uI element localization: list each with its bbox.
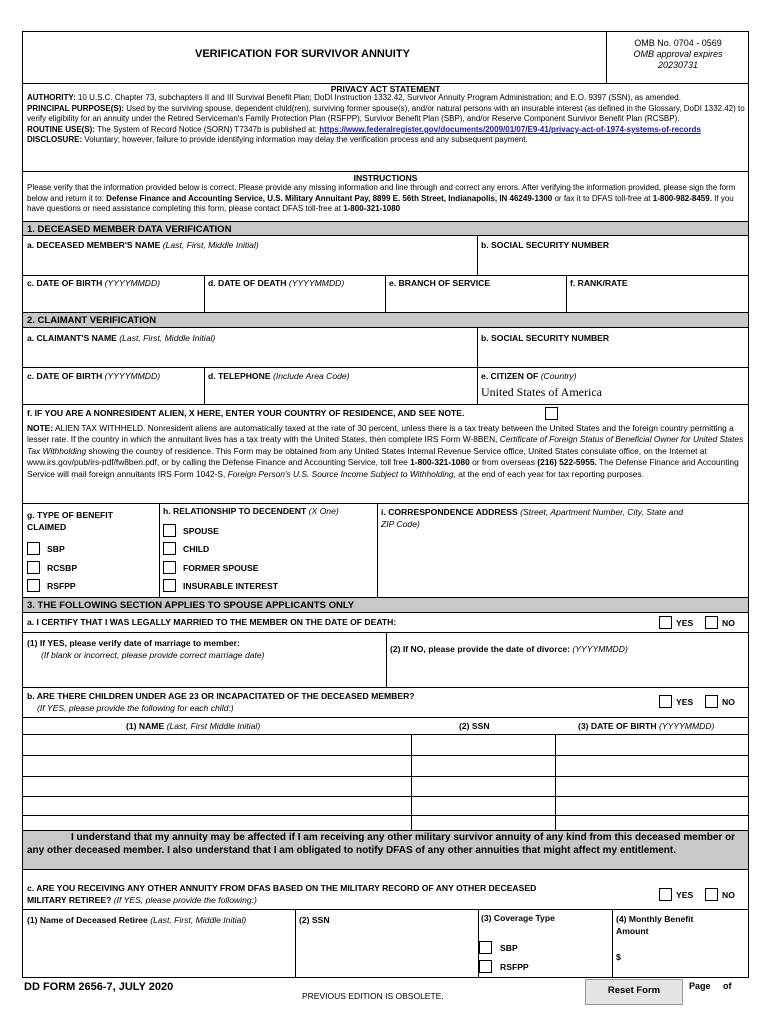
child-1-dob-input[interactable] — [559, 736, 745, 754]
form-frame — [22, 31, 749, 978]
benefit-type-label: g. TYPE OF BENEFIT CLAIMED — [27, 510, 113, 532]
tax-note: NOTE: ALIEN TAX WITHHELD. Nonresident aliens are automatically taxed at the rate of 30 percent, unless there is a tax treaty between the United States and the foreign country permitting a lesser rate. If the country in which the annuitant lives has a tax treaty with the United States, then complete IRS Form W-8BEN, Certificate of Foreign Status of Beneficial Owner for United States Tax Withholding showing the country of residence. This Form may be obtained from any United States Internal Revenue Service office, United States consulate office, on the Internet at www.irs.gov/pub/irs-pdf/fw8ben.pdf, or by calling the Defense Finance and Accounting Service, toll free 1-800-321-1080 or from overseas (216) 522-5955. The Defense Finance and Accounting Service will mail foreign annuitants IRS Form 1042-S, Foreign Person's U.S. Source Income Subject to Withholding, at the end of each year for tax reporting purposes. — [27, 423, 744, 479]
rank-label: f. RANK/RATE — [570, 278, 628, 288]
sbp-checkbox[interactable] — [27, 542, 40, 555]
purpose-label: PRINCIPAL PURPOSE(S): — [27, 103, 125, 113]
instructions-text: Please verify that the information provided below is correct. Please provide any missing information and line through and correct any errors. After verifying the information provided, please sign the form below and return it to: Defense Finance and Accounting Service, U.S. Military Annuitant Pay, 8899 E. 56th Street, Indianapolis, IN 46249-1300 or fax it to DFAS toll-free at 1-800-982-8459. If you have questions or need assistance completing this form, please contact DFAS toll-free at 1-800-321-1080 — [27, 183, 736, 214]
retiree-ssn-input[interactable] — [299, 929, 475, 974]
coverage-type-label: (3) Coverage Type — [481, 913, 555, 923]
privacy-heading: PRIVACY ACT STATEMENT — [330, 84, 441, 94]
child-4-ssn-input[interactable] — [415, 797, 551, 814]
rank-input[interactable] — [570, 290, 745, 310]
privacy-statement — [27, 93, 745, 146]
child-1-ssn-input[interactable] — [415, 736, 551, 754]
address-input[interactable] — [381, 532, 745, 594]
deceased-ssn-input[interactable] — [481, 252, 745, 272]
sorn-link[interactable]: https://www.federalregister.gov/documents/2009/01/07/E9-41/privacy-act-of-1974-systems-of-records — [319, 124, 701, 134]
deceased-dob-input[interactable] — [27, 290, 201, 310]
children-no-label: NO — [722, 697, 735, 707]
child-2-ssn-input[interactable] — [415, 757, 551, 775]
relationship-label: h. RELATIONSHIP TO DECENDENT (X One) — [163, 506, 339, 516]
spouse-label: SPOUSE — [183, 526, 219, 536]
address-label: i. CORRESPONDENCE ADDRESS (Street, Apartment Number, City, State and ZIP Code) — [381, 507, 683, 529]
form-title: VERIFICATION FOR SURVIVOR ANNUITY — [195, 48, 410, 60]
citizen-of-label: e. CITIZEN OF (Country) — [481, 371, 577, 381]
other-annuity-yes-label: YES — [676, 890, 694, 900]
child-3-name-input[interactable] — [27, 778, 407, 795]
child-2-dob-input[interactable] — [559, 757, 745, 775]
page-label: Page of — [689, 981, 732, 991]
telephone-label: d. TELEPHONE (Include Area Code) — [208, 371, 350, 381]
dfas-address: Defense Finance and Accounting Service, U.S. Military Annuitant Pay, 8899 E. 56th Street, Indianapolis, IN 46249-1300 — [106, 193, 553, 203]
former-spouse-label: FORMER SPOUSE — [183, 563, 259, 573]
insurable-interest-checkbox[interactable] — [163, 579, 176, 592]
date-of-death-input[interactable] — [208, 290, 382, 310]
claimant-ssn-label: b. SOCIAL SECURITY NUMBER — [481, 333, 610, 343]
rsfpp-label: RSFPP — [47, 581, 76, 591]
claimant-dob-label: c. DATE OF BIRTH (YYYYMMDD) — [27, 371, 161, 381]
dfas-fax: 1-800-982-8459. — [652, 193, 712, 203]
child-checkbox[interactable] — [163, 542, 176, 555]
branch-input[interactable] — [389, 290, 563, 310]
child-3-dob-input[interactable] — [559, 778, 745, 795]
deceased-dob-label: c. DATE OF BIRTH (YYYYMMDD) — [27, 278, 161, 288]
rsfpp-checkbox[interactable] — [27, 579, 40, 592]
married-yes-label: YES — [676, 618, 694, 628]
sbp-label: SBP — [47, 544, 65, 554]
other-annuity-no-label: NO — [722, 890, 735, 900]
married-no-checkbox[interactable] — [705, 616, 718, 629]
claimant-name-input[interactable] — [27, 345, 473, 365]
married-certify-label: a. I CERTIFY THAT I WAS LEGALLY MARRIED TO THE MEMBER ON THE DATE OF DEATH: — [27, 617, 397, 627]
marriage-date-label: (1) If YES, please verify date of marriage to member: — [27, 638, 240, 648]
child-ssn-header: (2) SSN — [459, 721, 490, 731]
disclosure-text: Voluntary; however, failure to provide identifying information may delay the verification process and any subsequent payment. — [84, 135, 528, 145]
coverage-rsfpp-label: RSFPP — [500, 962, 529, 972]
deceased-ssn-label: b. SOCIAL SECURITY NUMBER — [481, 240, 610, 250]
section3-heading: 3. THE FOLLOWING SECTION APPLIES TO SPOUSE APPLICANTS ONLY — [23, 597, 748, 613]
authority-label: AUTHORITY: — [27, 93, 76, 102]
other-annuity-yes-checkbox[interactable] — [659, 888, 672, 901]
omb-block — [607, 38, 749, 71]
disclosure-label: DISCLOSURE: — [27, 135, 83, 145]
coverage-sbp-checkbox[interactable] — [479, 941, 492, 954]
branch-label: e. BRANCH OF SERVICE — [389, 278, 491, 288]
divorce-date-label: (2) If NO, please provide the date of divorce: (YYYYMMDD) — [390, 644, 628, 654]
omb-number: OMB No. 0704 - 0569 — [634, 38, 722, 48]
children-no-checkbox[interactable] — [705, 695, 718, 708]
annuity-statement: I understand that my annuity may be affected if I am receiving any other military survivor annuity of any kind from this deceased member or any other deceased member. I also understand that I am obligated to notify DFAS of any other annuities that might affect my entitlement. — [27, 832, 736, 856]
routine-use-text: The System of Record Notice (SORN) T7347b is published at: — [97, 124, 318, 134]
deceased-name-input[interactable] — [27, 252, 473, 272]
section1-heading: 1. DECEASED MEMBER DATA VERIFICATION — [23, 221, 748, 236]
instructions-heading: INSTRUCTIONS — [353, 173, 418, 183]
retiree-ssn-label: (2) SSN — [299, 915, 330, 925]
previous-edition-notice: PREVIOUS EDITION IS OBSOLETE. — [302, 991, 444, 1001]
form-number: DD FORM 2656-7, JULY 2020 — [24, 981, 174, 993]
children-yes-label: YES — [676, 697, 694, 707]
coverage-rsfpp-checkbox[interactable] — [479, 960, 492, 973]
annuity-statement-box — [23, 830, 748, 870]
claimant-dob-input[interactable] — [27, 383, 201, 403]
retiree-name-input[interactable] — [27, 929, 291, 974]
section2-heading: 2. CLAIMANT VERIFICATION — [23, 312, 748, 328]
married-yes-checkbox[interactable] — [659, 616, 672, 629]
former-spouse-checkbox[interactable] — [163, 561, 176, 574]
claimant-ssn-input[interactable] — [481, 345, 745, 365]
retiree-name-label: (1) Name of Deceased Retiree (Last, First, Middle Initial) — [27, 915, 247, 925]
children-question-hint: (If YES, please provide the following for each child:) — [37, 703, 234, 713]
spouse-checkbox[interactable] — [163, 524, 176, 537]
child-4-dob-input[interactable] — [559, 797, 745, 814]
children-yes-checkbox[interactable] — [659, 695, 672, 708]
purpose-text: Used by the surviving spouse, dependent child(ren), surviving former spouse(s), and/or natural persons with an insurable interest (as defined in the Glossary, DoDI 1332.42) to verify eligibility for an annuity under the Retired Serviceman's Family Protection Plan (RSFPP), Survivor Benefit Plan (SBP), and/or Reserve Component Survivor Benefit Plan (RCSBP). — [27, 103, 745, 124]
nonresident-alien-label: f. IF YOU ARE A NONRESIDENT ALIEN, X HERE, ENTER YOUR COUNTRY OF RESIDENCE, AND SEE NOTE. — [27, 408, 465, 418]
omb-expiry-date: 20230731 — [657, 60, 699, 70]
rcsbp-checkbox[interactable] — [27, 561, 40, 574]
child-label: CHILD — [183, 544, 210, 554]
child-3-ssn-input[interactable] — [415, 778, 551, 795]
routine-use-label: ROUTINE USE(S): — [27, 124, 95, 134]
deceased-name-label: a. DECEASED MEMBER'S NAME (Last, First, Middle Initial) — [27, 240, 259, 250]
date-of-death-label: d. DATE OF DEATH (YYYYMMDD) — [208, 278, 345, 288]
other-annuity-no-checkbox[interactable] — [705, 888, 718, 901]
married-no-label: NO — [722, 618, 735, 628]
marriage-date-hint: (If blank or incorrect, please provide correct marriage date) — [41, 650, 265, 660]
authority-text: 10 U.S.C. Chapter 73, subchapters II and III Survival Benefit Plan; DoDI Instruction 1332.42, Survivor Annuity Program Administration; and E.O. 9397 (SSN), as amended. — [77, 93, 681, 102]
claimant-name-label: a. CLAIMANT'S NAME (Last, First, Middle Initial) — [27, 333, 216, 343]
child-4-name-input[interactable] — [27, 797, 407, 814]
monthly-benefit-input[interactable] — [626, 946, 745, 966]
child-1-name-input[interactable] — [27, 736, 407, 754]
insurable-interest-label: INSURABLE INTEREST — [183, 581, 279, 591]
child-dob-header: (3) DATE OF BIRTH (YYYYMMDD) — [578, 721, 715, 731]
citizen-of-input[interactable] — [479, 382, 745, 402]
child-name-header: (1) NAME (Last, First Middle Initial) — [126, 721, 261, 731]
coverage-sbp-label: SBP — [500, 943, 518, 953]
dfas-phone: 1-800-321-1080 — [343, 204, 401, 214]
monthly-benefit-label: (4) Monthly Benefit Amount — [616, 914, 694, 936]
nonresident-alien-checkbox[interactable] — [545, 407, 558, 420]
marriage-date-input[interactable] — [27, 664, 383, 684]
omb-approval-label: OMB approval expires — [633, 49, 723, 59]
currency-symbol: $ — [616, 952, 621, 962]
other-annuity-label-2: MILITARY RETIREE? (If YES, please provide the following:) — [27, 895, 257, 905]
reset-form-button[interactable]: Reset Form — [585, 979, 683, 1005]
children-question-label: b. ARE THERE CHILDREN UNDER AGE 23 OR INCAPACITATED OF THE DECEASED MEMBER? — [27, 691, 415, 701]
child-2-name-input[interactable] — [27, 757, 407, 775]
telephone-input[interactable] — [208, 383, 473, 403]
other-annuity-label: c. ARE YOU RECEIVING ANY OTHER ANNUITY FROM DFAS BASED ON THE MILITARY RECORD OF ANY OTHER DECEASED — [27, 883, 537, 893]
divorce-date-input[interactable] — [390, 660, 745, 682]
rcsbp-label: RCSBP — [47, 563, 78, 573]
